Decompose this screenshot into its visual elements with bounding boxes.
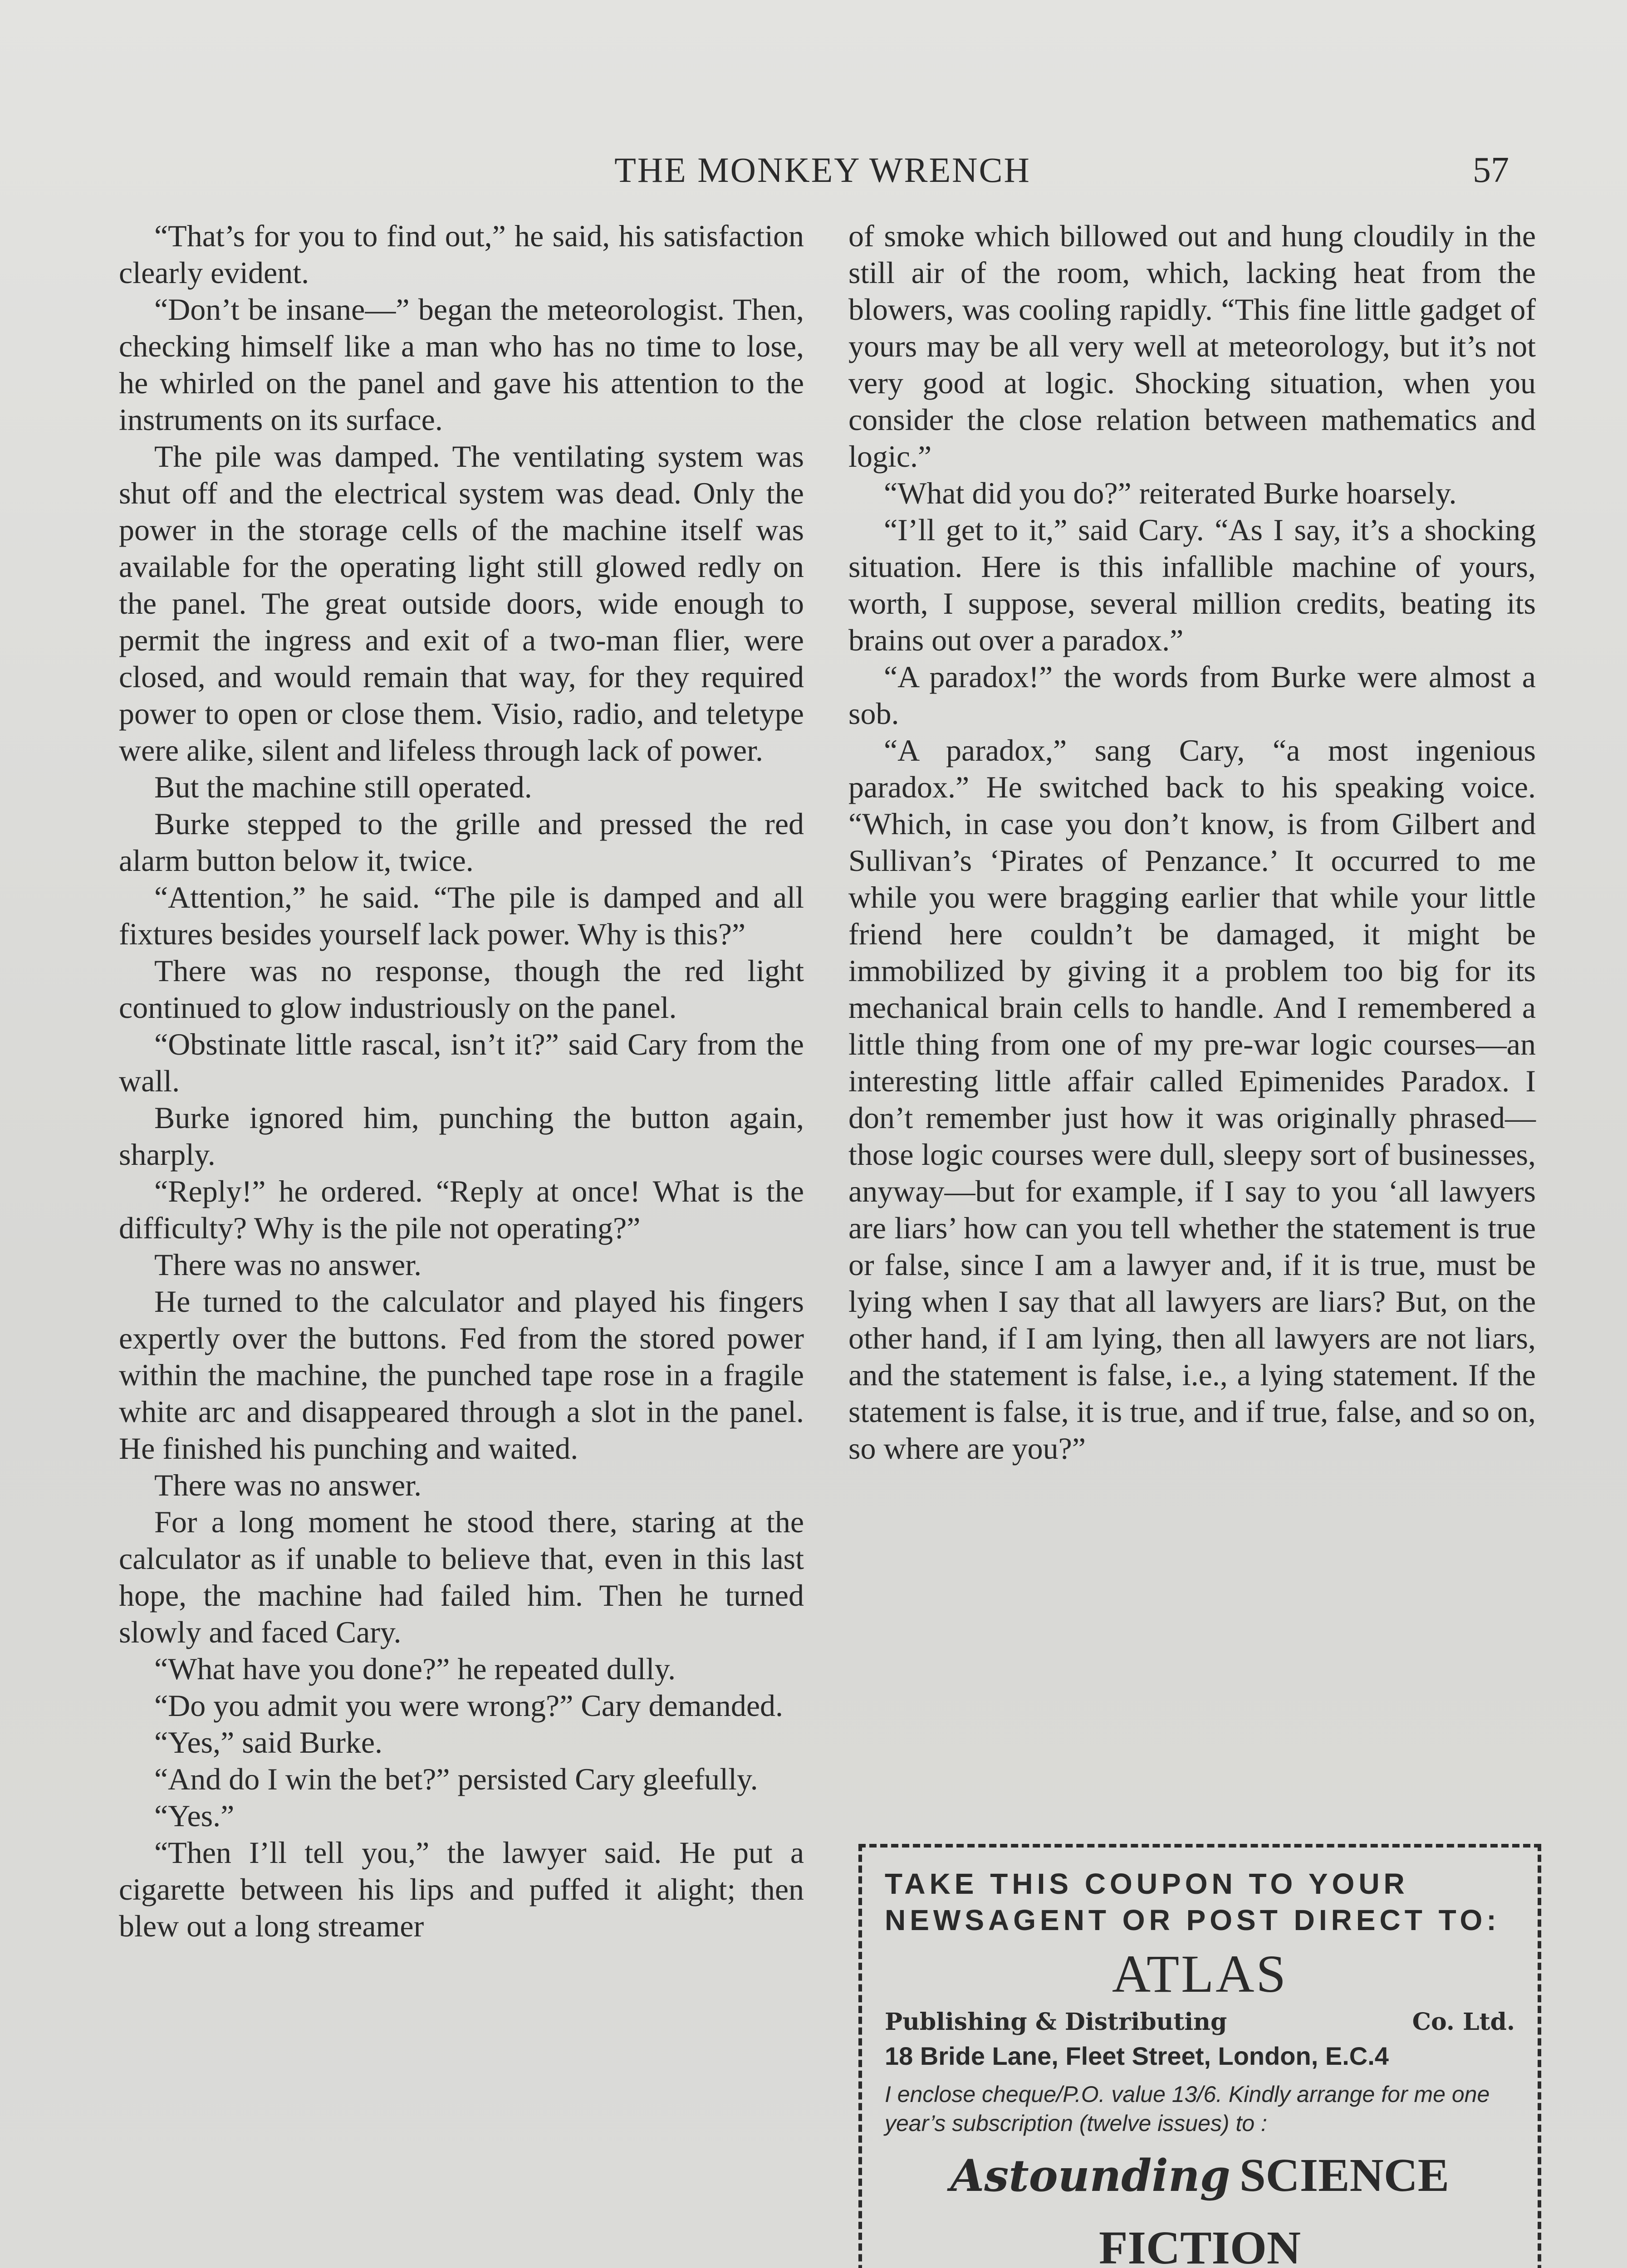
paragraph: Burke ignored him, punching the button again, sharply. [119,1100,804,1172]
paragraph: “What have you done?” he repeated dully. [154,1652,676,1686]
paragraph: There was no answer. [154,1247,422,1282]
paragraph: For a long moment he stood there, staring at the calculator as if unable to believe that, even in this last hope, the machine had failed him. Then he turned slowly and faced Cary. [119,1505,804,1649]
paragraph: “That’s for you to find out,” he said, his satisfaction clearly evident. [119,219,804,290]
paragraph: “Don’t be insane—” began the meteorologist. Then, checking himself like a man who has no time to lose, he whirled on the panel and gave his attention to the instruments on its surface. [119,292,804,437]
paragraph: “A paradox!” the words from Burke were almost a sob. [848,660,1536,731]
paragraph: “What did you do?” reiterated Burke hoarsely. [884,476,1457,510]
paragraph: He turned to the calculator and played his fingers expertly over the buttons. Fed from the stored power within the machine, the punched tape rose in a fragile white arc and disappeared through a slot in the panel. He finished his punching and waited. [119,1284,804,1466]
magazine-title [885,2146,1515,2268]
left-text-column [119,218,804,1945]
page-number: 57 [1473,150,1509,190]
paragraph: “I’ll get to it,” said Cary. “As I say, it’s a shocking situation. Here is this infallible machine of yours, worth, I suppose, several million credits, beating its brains out over a paradox.” [848,513,1536,657]
paragraph: “And do I win the bet?” persisted Cary gleefully. [154,1762,758,1796]
coupon-heading [885,1866,1515,1938]
running-title: THE MONKEY WRENCH [614,150,1031,190]
paragraph: “Yes.” [154,1799,235,1833]
paragraph: “Then I’ll tell you,” the lawyer said. He put a cigarette between his lips and puffed it alight; then blew out a long streamer [119,1835,804,1943]
subscription-coupon [858,1844,1541,2268]
subscription-note: I enclose cheque/P.O. value 13/6. Kindly arrange for me one year’s subscription (twelve issues) to : [885,2082,1490,2136]
publisher-name: ATLAS [1112,1944,1288,2004]
paragraph: “Do you admit you were wrong?” Cary demanded. [154,1688,783,1723]
publisher-address: 18 Bride Lane, Fleet Street, London, E.C.4 [885,2042,1389,2070]
publisher-line [885,2008,1515,2036]
paragraph: “Attention,” he said. “The pile is damped and all fixtures besides yourself lack power. Why is this?” [119,880,804,951]
paragraph: There was no answer. [154,1468,422,1502]
publisher-line-left: Publishing & Distributing [885,2008,1227,2036]
paragraph: “Reply!” he ordered. “Reply at once! What is the difficulty? Why is the pile not operating?” [119,1174,804,1245]
right-text-column [848,218,1536,1467]
running-head [118,150,1527,200]
publisher-line-right: Co. Ltd. [1412,2008,1515,2036]
magazine-script-title: Astounding [950,2150,1230,2201]
paragraph: There was no response, though the red light continued to glow industriously on the panel. [119,953,804,1025]
coupon-heading-line2: NEWSAGENT OR POST DIRECT TO: [885,1904,1500,1936]
paragraph: Burke stepped to the grille and pressed the red alarm button below it, twice. [119,807,804,878]
paragraph: The pile was damped. The ventilating system was shut off and the electrical system was dead. Only the power in the storage cells of the machine itself was available for the operating light still glowed redly on the panel. The great outside doors, wide enough to permit the ingress and exit of a two-man flier, were closed, and would remain that way, for they required power to open or close them. Visio, radio, and teletype were alike, silent and lifeless through lack of power. [119,439,804,767]
paragraph: “Yes,” said Burke. [154,1725,383,1760]
paragraph-continued: of smoke which billowed out and hung cloudily in the still air of the room, which, lacking heat from the blowers, was cooling rapidly. “This fine little gadget of yours may be all very well at meteorology, but it’s not very good at logic. Shocking situation, when you consider the close relation between mathematics and logic.” [848,219,1536,474]
magazine-name: SCIENCE FICTION [1099,2149,1450,2268]
coupon-heading-line1: TAKE THIS COUPON TO YOUR [885,1867,1409,1900]
paragraph: “Obstinate little rascal, isn’t it?” said Cary from the wall. [119,1027,804,1098]
paragraph: “A paradox,” sang Cary, “a most ingenious paradox.” He switched back to his speaking voice. “Which, in case you don’t know, is from Gilbert and Sullivan’s ‘Pirates of Penzance.’ It occurred to me while you were bragging earlier that while your little friend here couldn’t be damaged, it might be immobilized by giving it a problem too big for its mechanical brain cells to handle. And I remembered a little thing from one of my pre-war logic courses—an interesting little affair called Epimenides Paradox. I don’t remember just how it was originally phrased—those logic courses were dull, sleepy sort of businesses, anyway—but for example, if I say to you ‘all lawyers are liars’ how can you tell whether the statement is true or false, since I am a lawyer and, if it is true, must be lying when I say that all lawyers are liars? But, on the other hand, if I am lying, then all lawyers are not liars, and the statement is false, i.e., a lying statement. If the statement is false, it is true, and if true, false, and so on, so where are you?” [848,733,1536,1466]
paragraph: But the machine still operated. [154,770,532,804]
